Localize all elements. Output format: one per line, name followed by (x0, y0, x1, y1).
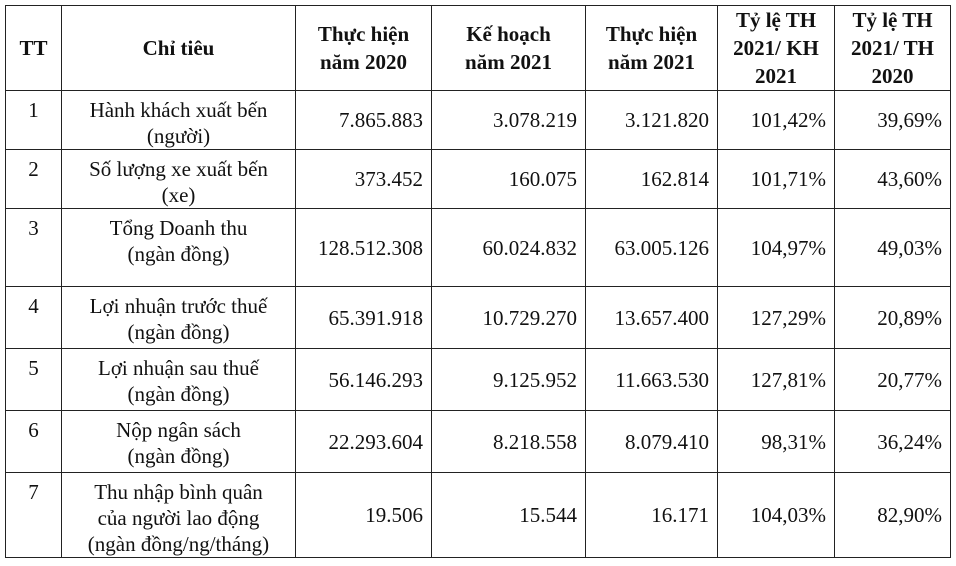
cell-ratio-th: 49,03% (835, 209, 951, 287)
cell-th2020: 19.506 (296, 473, 432, 558)
cell-th2020: 22.293.604 (296, 411, 432, 473)
cell-th2021: 3.121.820 (586, 91, 718, 150)
row-label: Lợi nhuận trước thuế (ngàn đồng) (62, 287, 296, 349)
cell-kh2021: 160.075 (432, 150, 586, 209)
cell-ratio-th: 36,24% (835, 411, 951, 473)
header-ratio-th: Tỷ lệ TH 2021/ TH 2020 (835, 6, 951, 91)
cell-th2020: 56.146.293 (296, 349, 432, 411)
row-label: Số lượng xe xuất bến (xe) (62, 150, 296, 209)
row-number: 5 (6, 349, 62, 411)
cell-ratio-th: 39,69% (835, 91, 951, 150)
cell-kh2021: 8.218.558 (432, 411, 586, 473)
header-kh2021: Kế hoạch năm 2021 (432, 6, 586, 91)
row-label: Tổng Doanh thu (ngàn đồng) (62, 209, 296, 287)
header-th2021: Thực hiện năm 2021 (586, 6, 718, 91)
table-row (6, 287, 951, 349)
cell-ratio-th: 20,89% (835, 287, 951, 349)
cell-ratio-kh: 104,03% (718, 473, 835, 558)
cell-kh2021: 9.125.952 (432, 349, 586, 411)
header-th2020: Thực hiện năm 2020 (296, 6, 432, 91)
cell-ratio-th: 20,77% (835, 349, 951, 411)
cell-ratio-kh: 101,42% (718, 91, 835, 150)
cell-th2020: 373.452 (296, 150, 432, 209)
cell-th2020: 128.512.308 (296, 209, 432, 287)
row-label: Nộp ngân sách (ngàn đồng) (62, 411, 296, 473)
cell-ratio-kh: 101,71% (718, 150, 835, 209)
header-chi-tieu: Chỉ tiêu (62, 6, 296, 91)
cell-th2021: 162.814 (586, 150, 718, 209)
table-row (6, 473, 951, 558)
row-label: Lợi nhuận sau thuế (ngàn đồng) (62, 349, 296, 411)
cell-kh2021: 15.544 (432, 473, 586, 558)
row-number: 3 (6, 209, 62, 287)
table-row (6, 150, 951, 209)
results-table (5, 5, 951, 558)
header-ratio-kh: Tỷ lệ TH 2021/ KH 2021 (718, 6, 835, 91)
row-number: 7 (6, 473, 62, 558)
header-tt: TT (6, 6, 62, 91)
cell-th2020: 7.865.883 (296, 91, 432, 150)
cell-th2021: 63.005.126 (586, 209, 718, 287)
cell-kh2021: 10.729.270 (432, 287, 586, 349)
cell-ratio-th: 43,60% (835, 150, 951, 209)
table-row (6, 349, 951, 411)
cell-th2021: 8.079.410 (586, 411, 718, 473)
cell-kh2021: 60.024.832 (432, 209, 586, 287)
cell-kh2021: 3.078.219 (432, 91, 586, 150)
cell-ratio-kh: 127,29% (718, 287, 835, 349)
row-number: 6 (6, 411, 62, 473)
row-label: Thu nhập bình quân của người lao động (ngàn đồng/ng/tháng) (62, 473, 296, 558)
row-number: 1 (6, 91, 62, 150)
cell-th2021: 13.657.400 (586, 287, 718, 349)
cell-th2021: 11.663.530 (586, 349, 718, 411)
cell-th2020: 65.391.918 (296, 287, 432, 349)
table-row (6, 91, 951, 150)
row-number: 4 (6, 287, 62, 349)
cell-ratio-kh: 127,81% (718, 349, 835, 411)
cell-ratio-kh: 98,31% (718, 411, 835, 473)
cell-ratio-th: 82,90% (835, 473, 951, 558)
row-number: 2 (6, 150, 62, 209)
header-row (6, 6, 951, 91)
cell-th2021: 16.171 (586, 473, 718, 558)
table-row (6, 411, 951, 473)
row-label: Hành khách xuất bến (người) (62, 91, 296, 150)
cell-ratio-kh: 104,97% (718, 209, 835, 287)
table-row (6, 209, 951, 287)
